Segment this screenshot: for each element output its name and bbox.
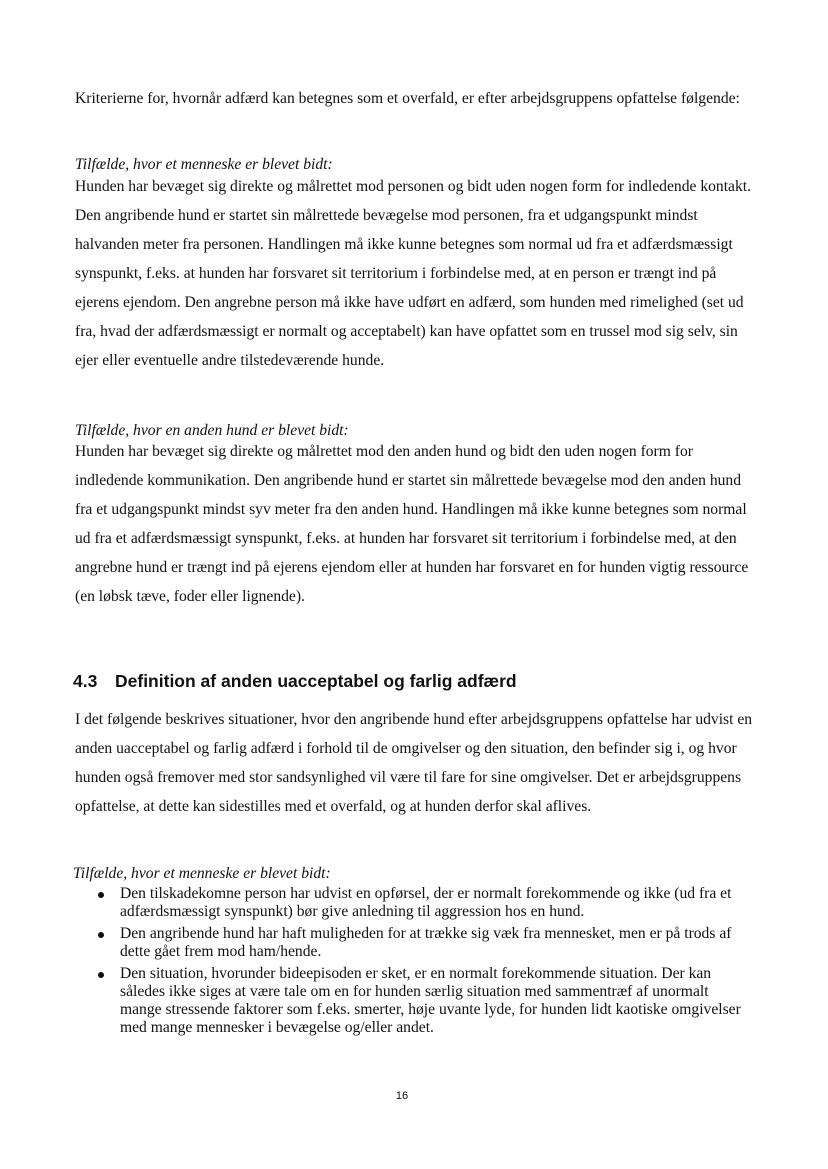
case-person-paragraph: Hunden har bevæget sig direkte og målrettet mod personen og bidt uden nogen form for indledende kontakt. Den angribende hund er startet sin målrettede bevægelse mod personen, fra et udgangspunkt mindst halvanden meter fra personen. Handlingen må ikke kunne betegnes som normal ud fra et adfærdsmæssigt synspunkt, f.eks. at hunden har forsvaret sit territorium i forbindelse med, at en person er trængt ind på ejerens ejendom. Den angrebne person må ikke have udført en adfærd, som hunden med rimelighed (set ud fra, hvad der adfærdsmæssigt er normalt og acceptabelt) kan have opfattet som en trussel mod sig selv, sin ejer eller eventuelle andre tilstedeværende hunde. [75, 178, 751, 369]
section-number: 4.3 [73, 671, 98, 691]
page-number: 16 [395, 1090, 409, 1102]
bullet-list [94, 885, 744, 1041]
bullet-text: Den situation, hvorunder bideepisoden er sket, er en normalt forekommende situation. Der kan således ikke siges at være tale om en for hunden særlig situation med sammentræf af unormalt mange stressende faktorer som f.eks. smerter, høje uvante lyde, for hunden lidt kaotiske omgivelser med mange mennesker i bevægelse og/eller andet. [120, 965, 741, 1036]
bullet-icon [98, 892, 104, 898]
section-case-label: Tilfælde, hvor et menneske er blevet bidt: [73, 865, 331, 882]
bullet-item [94, 925, 744, 961]
intro-paragraph: Kriterierne for, hvornår adfærd kan betegnes som et overfald, er efter arbejdsgruppens opfattelse følgende: [75, 90, 740, 107]
section-heading [73, 668, 517, 694]
case-dog-paragraph: Hunden har bevæget sig direkte og målrettet mod den anden hund og bidt den uden nogen form for indledende kommunikation. Den angribende hund er startet sin målrettede bevægelse mod den anden hund fra et udgangspunkt mindst syv meter fra den anden hund. Handlingen må ikke kunne betegnes som normal ud fra et adfærdsmæssigt synspunkt, f.eks. at hunden har forsvaret sit territorium i forbindelse med, at den angrebne hund er trængt ind på ejerens ejendom eller at hunden har forsvaret en for hunden vigtig ressource (en løbsk tæve, foder eller lignende). [75, 443, 749, 605]
bullet-icon [98, 972, 104, 978]
case-dog-label: Tilfælde, hvor en anden hund er blevet bidt: [75, 422, 349, 439]
bullet-icon [98, 932, 104, 938]
bullet-text: Den angribende hund har haft muligheden for at trække sig væk fra mennesket, men er på trods af dette gået frem mod ham/hende. [120, 925, 732, 960]
section-paragraph: I det følgende beskrives situationer, hvor den angribende hund efter arbejdsgruppens opfattelse har udvist en anden uacceptabel og farlig adfærd i forhold til de omgivelser og den situation, den befinder sig i, og hvor hunden også fremover med stor sandsynlighed vil være til fare for sine omgivelser. Det er arbejdsgruppens opfattelse, at dette kan sidestilles med et overfald, og at hunden derfor skal aflives. [75, 711, 753, 815]
bullet-text: Den tilskadekomne person har udvist en opførsel, der er normalt forekommende og ikke (ud fra et adfærdsmæssigt synspunkt) bør give anledning til aggression hos en hund. [120, 885, 732, 920]
case-person-label: Tilfælde, hvor et menneske er blevet bidt: [75, 156, 333, 173]
bullet-item [94, 965, 744, 1037]
section-title: Definition af anden uacceptabel og farlig adfærd [115, 671, 517, 691]
bullet-item [94, 885, 744, 921]
